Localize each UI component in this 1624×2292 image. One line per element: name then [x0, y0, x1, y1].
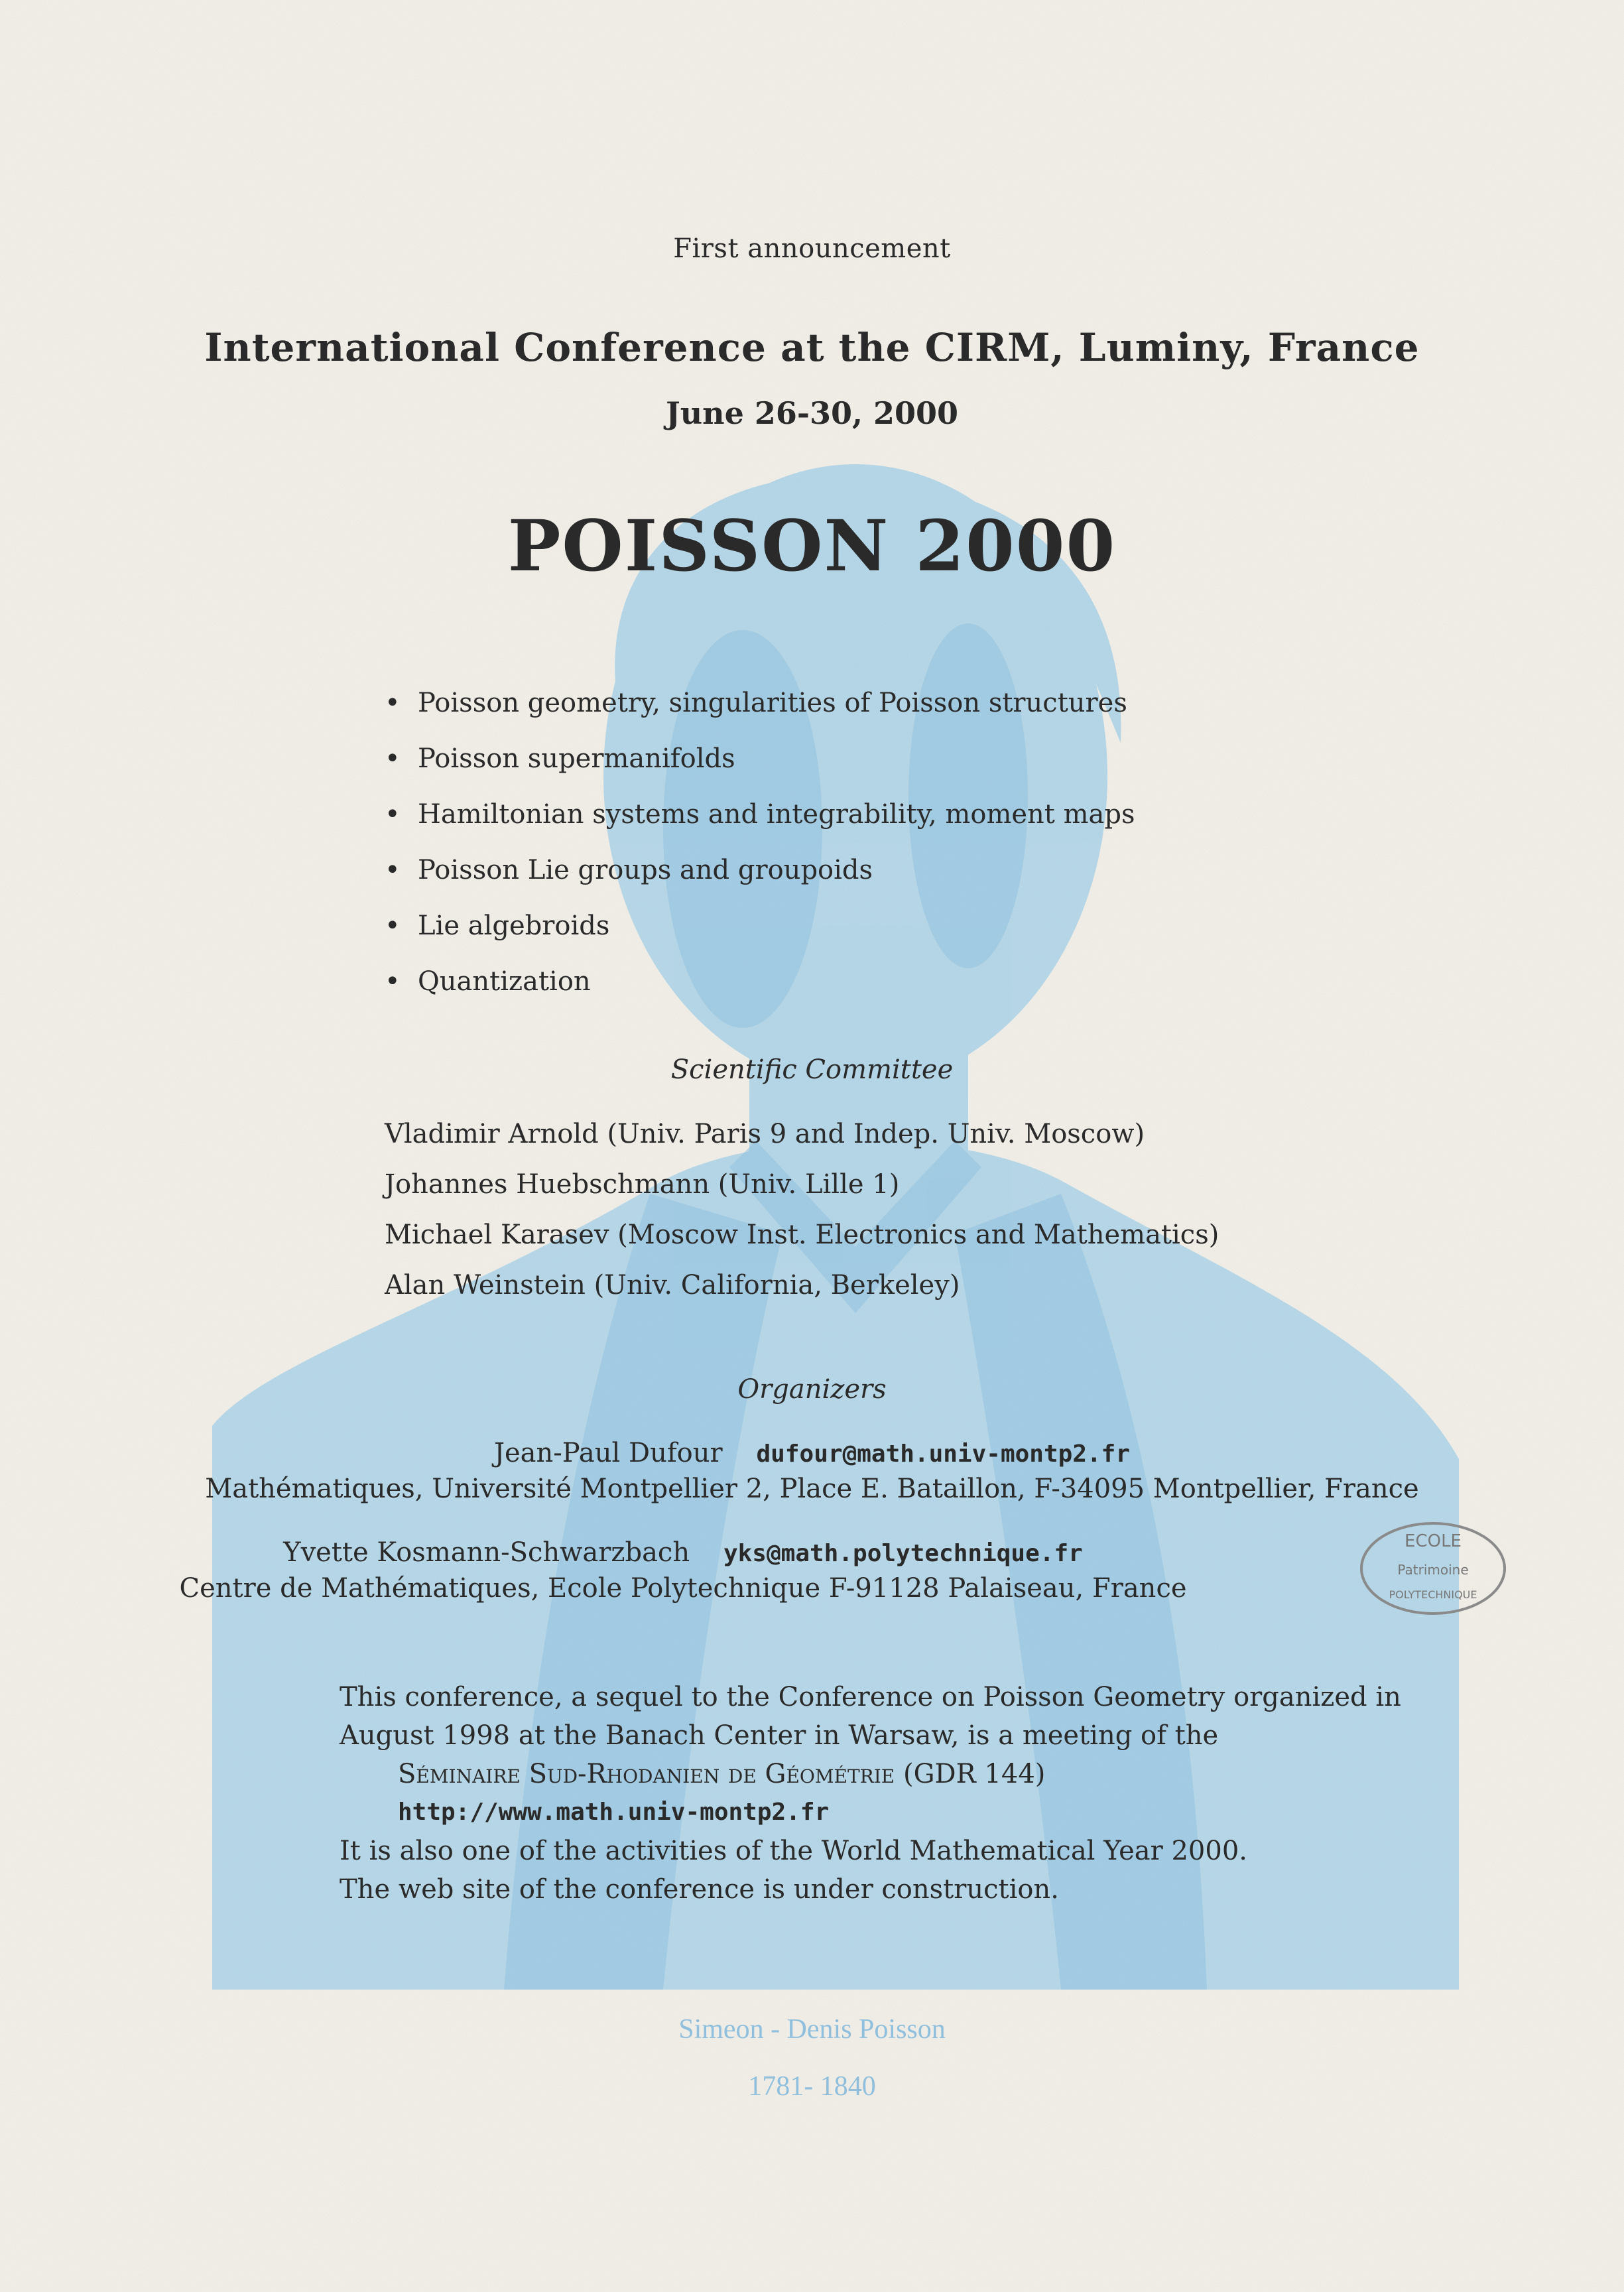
organizer-2-address: Centre de Mathématiques, Ecole Polytechnique F-91128 Palaiseau, France — [179, 1573, 1187, 1604]
list-item: • Quantization — [385, 962, 1446, 1017]
organizer-1-contact — [0, 1438, 1624, 1468]
committee-heading: Scientific Committee — [670, 1054, 954, 1085]
organizer-2-contact — [0, 1537, 1366, 1568]
organizer-name: Yvette Kosmann-Schwarzbach — [283, 1537, 690, 1568]
stamp-line-2: Patrimoine — [1397, 1562, 1469, 1578]
ecole-polytechnique-stamp — [1357, 1519, 1509, 1618]
bullet-icon: • — [385, 911, 401, 941]
topic-list — [385, 683, 1446, 1017]
bullet-icon: • — [385, 743, 401, 774]
description-line: It is also one of the activities of the World Mathematical Year 2000. — [340, 1836, 1247, 1866]
description-line: The web site of the conference is under construction. — [340, 1874, 1059, 1905]
organizer-name: Jean-Paul Dufour — [493, 1438, 723, 1468]
bullet-icon: • — [385, 855, 401, 885]
list-item: • Poisson supermanifolds — [385, 739, 1446, 795]
portrait-caption-name: Simeon - Denis Poisson — [678, 2014, 946, 2045]
description-paragraph — [340, 1678, 1467, 1909]
list-item: • Lie algebroids — [385, 906, 1446, 962]
description-line: This conference, a sequel to the Conference on Poisson Geometry organized in — [340, 1682, 1401, 1712]
conference-heading: International Conference at the CIRM, Luminy, France — [204, 325, 1420, 370]
announcement-label: First announcement — [673, 233, 951, 264]
description-line: August 1998 at the Banach Center in Warsaw, is a meeting of the — [340, 1720, 1219, 1751]
list-item: • Poisson Lie groups and groupoids — [385, 850, 1446, 906]
stamp-line-3: POLYTECHNIQUE — [1389, 1588, 1477, 1601]
portrait-caption-years: 1781- 1840 — [748, 2071, 876, 2102]
organizers-heading: Organizers — [737, 1374, 887, 1405]
conference-dates: June 26-30, 2000 — [665, 395, 959, 431]
committee-member: Michael Karasev (Moscow Inst. Electronics and Mathematics) — [385, 1220, 1219, 1250]
organizer-1-address: Mathématiques, Université Montpellier 2, Place E. Bataillon, F-34095 Montpellier, France — [205, 1474, 1419, 1504]
conference-title: POISSON 2000 — [507, 504, 1117, 587]
committee-member: Johannes Huebschmann (Univ. Lille 1) — [385, 1169, 900, 1200]
organizer-email[interactable]: dufour@math.univ-montp2.fr — [756, 1440, 1131, 1468]
seminar-name: Séminaire Sud-Rhodanien de Géométrie (GDR 144) — [398, 1759, 1046, 1789]
committee-list — [385, 1114, 1512, 1316]
stamp-line-1: ECOLE — [1405, 1531, 1462, 1551]
bullet-icon: • — [385, 688, 401, 718]
bullet-icon: • — [385, 966, 401, 997]
seminar-url-link[interactable]: http://www.math.univ-montp2.fr — [398, 1799, 830, 1826]
list-item: • Hamiltonian systems and integrability, moment maps — [385, 795, 1446, 850]
committee-member: Alan Weinstein (Univ. California, Berkeley) — [385, 1270, 960, 1301]
list-item: • Poisson geometry, singularities of Poisson structures — [385, 683, 1446, 739]
bullet-icon: • — [385, 799, 401, 830]
organizer-email[interactable]: yks@math.polytechnique.fr — [723, 1540, 1083, 1567]
committee-member: Vladimir Arnold (Univ. Paris 9 and Indep. Univ. Moscow) — [385, 1119, 1145, 1149]
